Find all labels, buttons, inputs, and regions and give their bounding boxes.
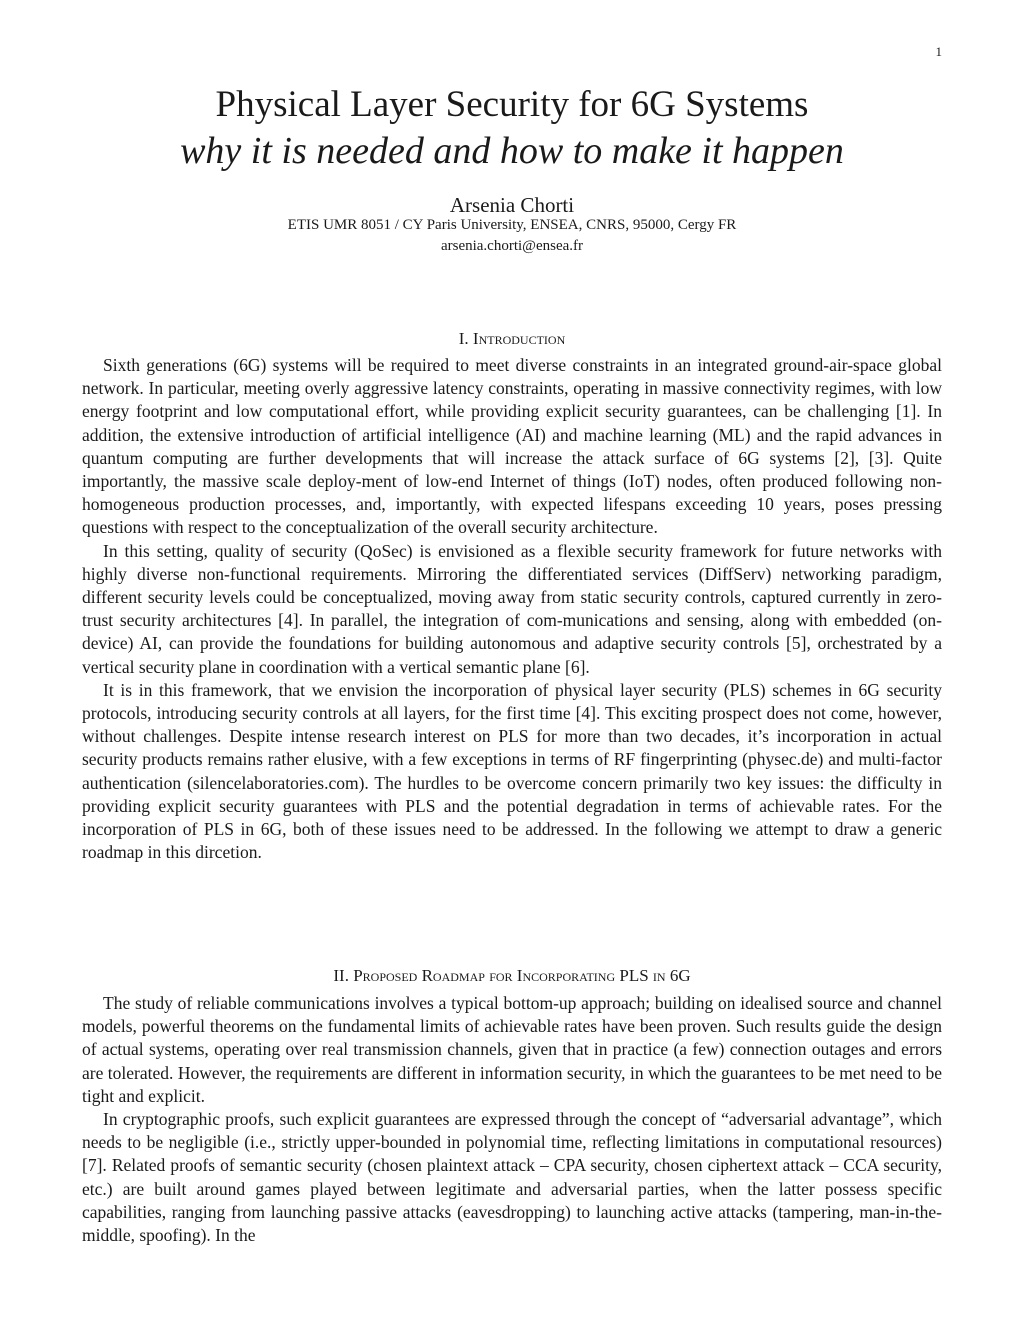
paragraph: In cryptographic proofs, such explicit guarantees are expressed through the concept of “adversarial advantage”, which needs to be negligible (i.e., strictly upper-bounded in polynomial time, reflecting limitations in computational resources) [7]. Related proofs of semantic security (chosen plaintext attack – CPA security, chosen ciphertext attack – CCA security, etc.) are built around games played between legitimate and adversarial parties, when the latter possess specific capabilities, ranging from launching passive attacks (eavesdropping) to launching active attacks (tampering, man-in-the-middle, spoofing). In the: [82, 1109, 942, 1246]
paragraph: The study of reliable communications involves a typical bottom-up approach; building on idealised source and channel models, powerful theorems on the fundamental limits of achievable rates have been proven. Such results guide the design of actual systems, operating over real transmission channels, given that in practice (a few) connection outages and errors are tolerated. However, the requirements are different in information security, in which the guarantees to be met need to be tight and explicit.: [82, 993, 942, 1106]
section-heading-introduction: I. Introduction: [458, 329, 566, 348]
paragraph: In this setting, quality of security (QoSec) is envisioned as a flexible security framework for future networks with highly diverse non-functional requirements. Mirroring the differentiated services (DiffServ) networking paradigm, different security levels could be conceptualized, moving away from static security controls, captured currently in zero-trust security architectures [4]. In parallel, the integration of com-munications and sensing, along with embedded (on-device) AI, can provide the foundations for building autonomous and adaptive security controls [5], orchestrated by a vertical security plane in coordination with a vertical semantic plane [6].: [82, 540, 942, 677]
author-name: Arsenia Chorti: [449, 193, 575, 217]
page-number: 1: [935, 44, 942, 59]
author-email: arsenia.chorti@ensea.fr: [440, 238, 584, 254]
section-heading-roadmap: II. Proposed Roadmap for Incorporating PLS in 6G: [333, 966, 691, 985]
author-affiliation: ETIS UMR 8051 / CY Paris University, ENSEA, CNRS, 95000, Cergy FR: [287, 217, 737, 233]
paragraph: It is in this framework, that we envision the incorporation of physical layer security (PLS) schemes in 6G security protocols, introducing security controls at all layers, for the first time [4]. This exciting prospect does not come, however, without challenges. Despite intense research interest on PLS for more than two decades, it’s incorporation in actual security products remains rather elusive, with a few exceptions in terms of RF fingerprinting (physec.de) and multi-factor authentication (silencelaboratories.com). The hurdles to be overcome concern primarily two key issues: the difficulty in providing explicit security guarantees with PLS and the potential degradation in terms of achievable rates. For the incorporation of PLS in 6G, both of these issues need to be addressed. In the following we attempt to draw a generic roadmap in this dircetion.: [82, 679, 942, 863]
paper-title: Physical Layer Security for 6G Systems: [215, 84, 809, 125]
paragraph: Sixth generations (6G) systems will be required to meet diverse constraints in an integrated ground-air-space global network. In particular, meeting overly aggressive latency constraints, operating in massive connectivity regimes, with low energy footprint and low computational effort, while providing explicit security guarantees, can be challenging [1]. In addition, the extensive introduction of artificial intelligence (AI) and machine learning (ML) and the rapid advances in quantum computing are further developments that will increase the attack surface of 6G systems [2], [3]. Quite importantly, the massive scale deploy-ment of low-end Internet of things (IoT) nodes, often produced following non-homogeneous production processes, and, importantly, with expected lifespans exceeding 10 years, poses pressing questions with respect to the conceptualization of the overall security architecture.: [82, 355, 942, 538]
section-body-roadmap: [82, 992, 942, 1247]
paper-subtitle: why it is needed and how to make it happen: [180, 130, 844, 172]
section-body-introduction: [82, 354, 942, 864]
